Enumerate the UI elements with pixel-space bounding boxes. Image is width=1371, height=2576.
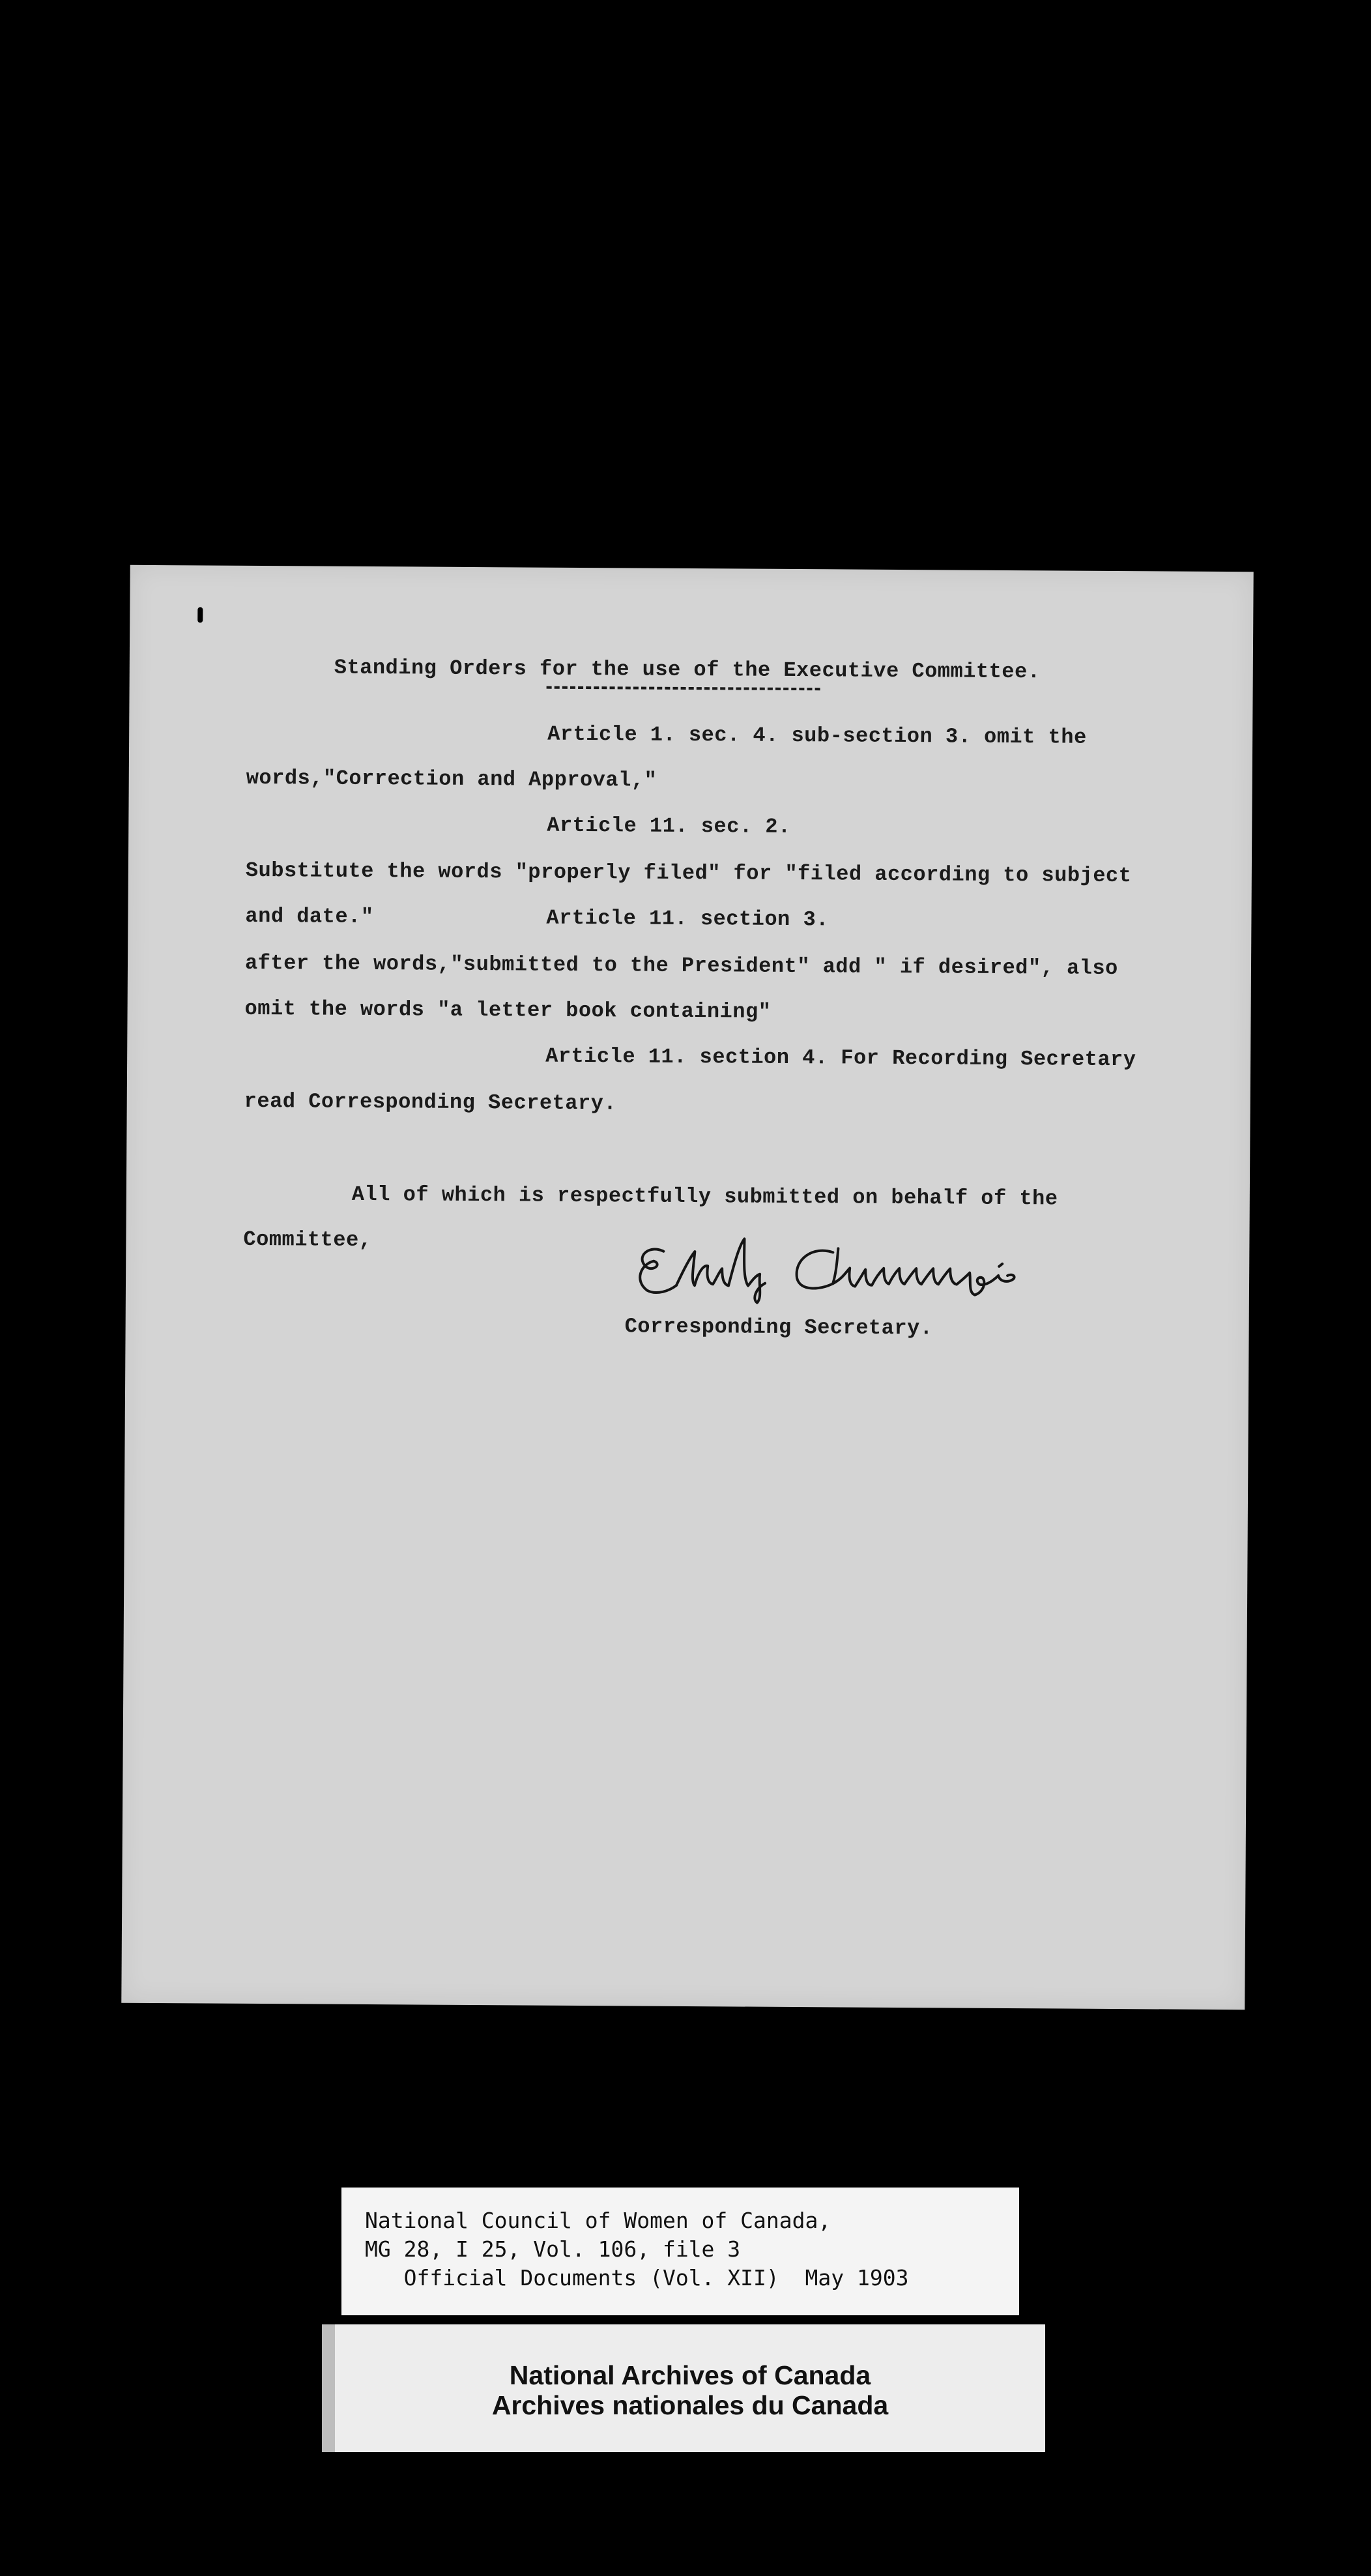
handwritten-signature xyxy=(618,1225,1088,1306)
archive-stamp-card xyxy=(322,2324,1045,2452)
label-line: Official Documents (Vol. XII) May 1903 xyxy=(365,2265,909,2291)
body-line: Article 11. sec. 2. xyxy=(547,813,791,839)
archive-name-english: National Archives of Canada xyxy=(509,2360,871,2390)
archive-name-french: Archives nationales du Canada xyxy=(491,2390,889,2420)
label-line: National Council of Women of Canada, xyxy=(365,2208,831,2233)
label-line: MG 28, I 25, Vol. 106, file 3 xyxy=(365,2236,741,2262)
signer-title: Corresponding Secretary. xyxy=(624,1314,933,1341)
body-line: omit the words "a letter book containing" xyxy=(244,996,772,1024)
body-line: Article 11. section 3. xyxy=(546,905,830,932)
ink-mark xyxy=(197,607,203,622)
body-line: Article 11. section 4. For Recording Secretary xyxy=(545,1044,1136,1072)
body-line: words,"Correction and Approval," xyxy=(246,765,657,793)
closing-line: All of which is respectfully submitted on behalf of the xyxy=(351,1182,1058,1211)
document-title: Standing Orders for the use of the Executive Committee. xyxy=(334,655,1041,684)
body-line: read Corresponding Secretary. xyxy=(244,1089,617,1116)
archive-reference-label xyxy=(341,2188,1019,2315)
body-line: Substitute the words "properly filed" for "filed according to subject xyxy=(245,858,1132,888)
body-line: after the words,"submitted to the President" add " if desired", also xyxy=(244,950,1118,981)
body-line: Article 1. sec. 4. sub-section 3. omit the xyxy=(547,722,1087,750)
closing-continuation: Committee, xyxy=(243,1227,372,1253)
title-underline xyxy=(547,686,820,691)
body-line: and date." xyxy=(245,903,374,929)
typed-document-page xyxy=(121,565,1253,2010)
